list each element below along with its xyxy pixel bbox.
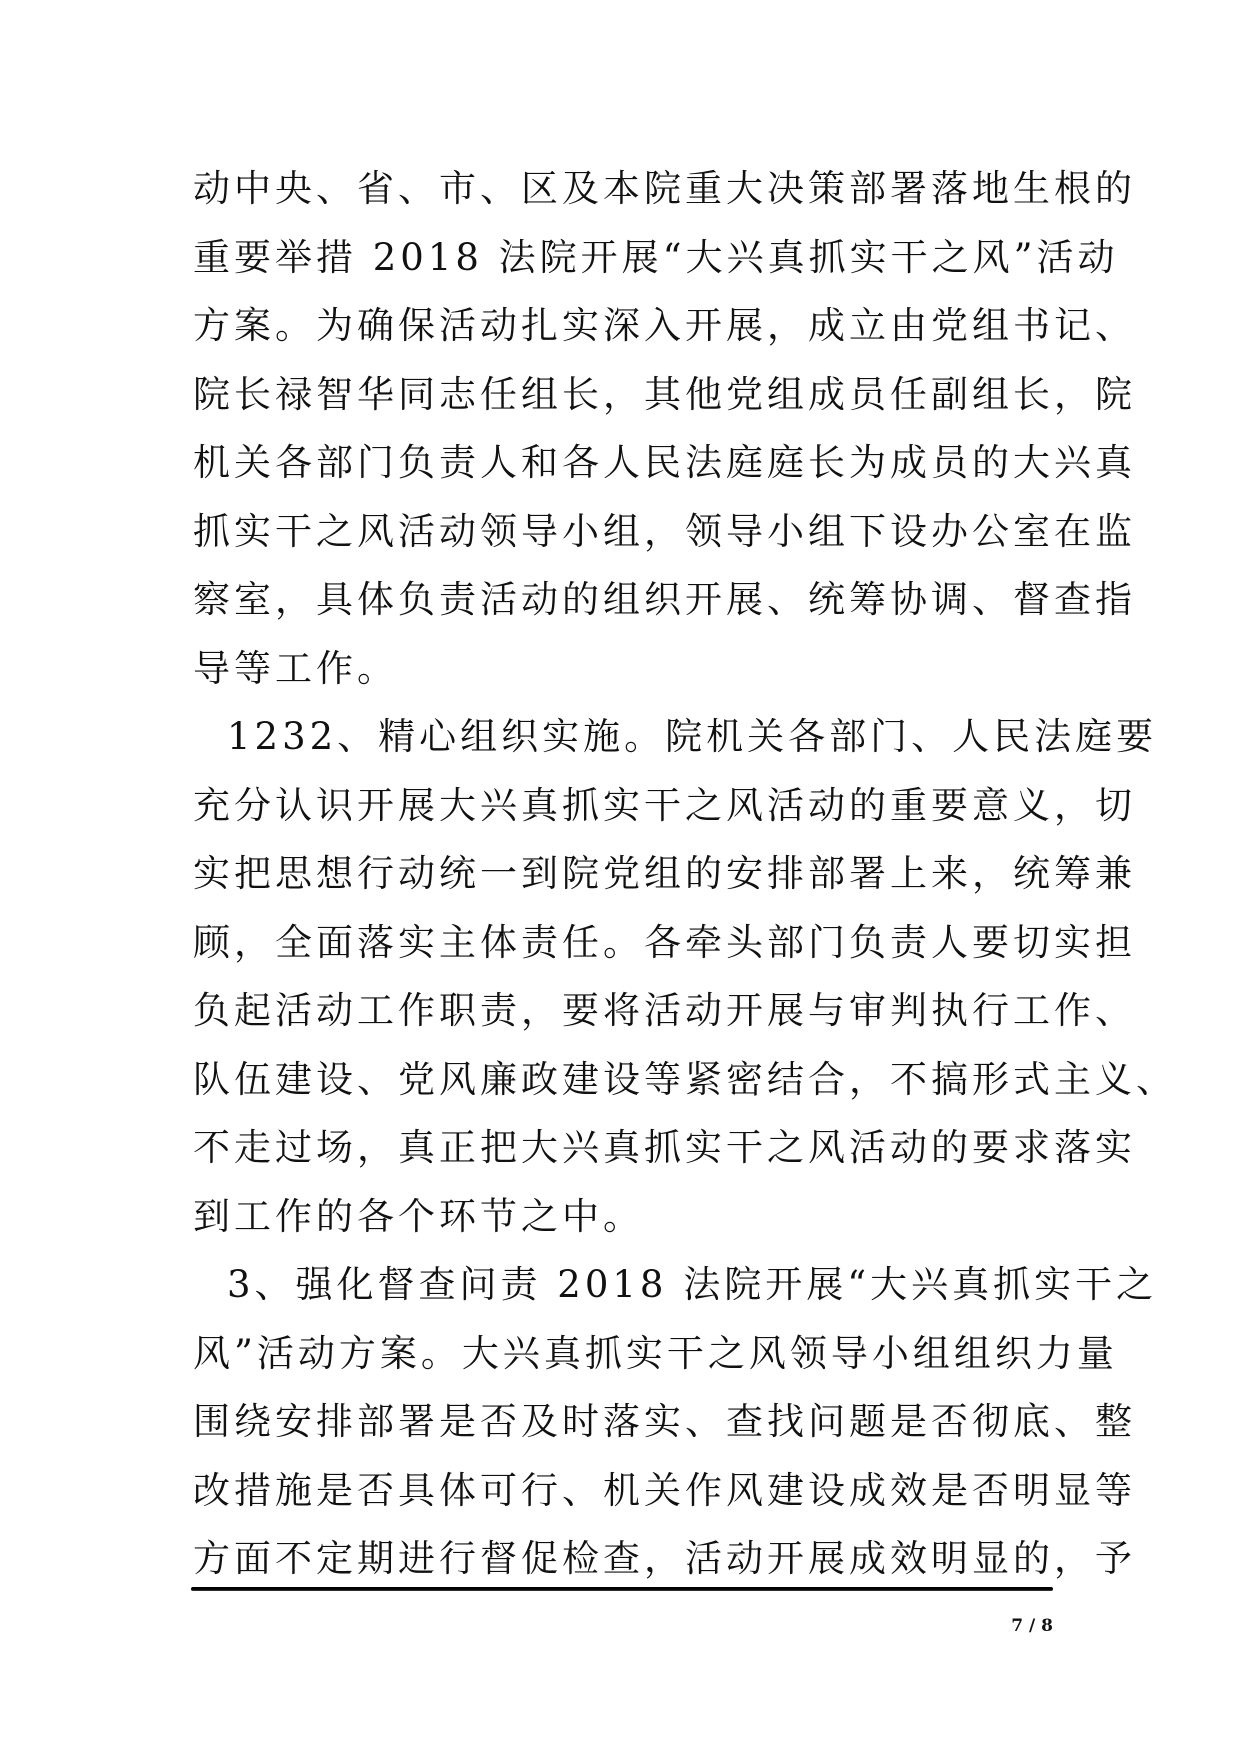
text-line: 机关各部门负责人和各人民法庭庭长为成员的大兴真 [193,441,1136,484]
document-body [193,155,1177,1594]
paragraph-2 [193,703,1177,1251]
text-line: 队伍建设、党风廉政建设等紧密结合，不搞形式主义、 [193,1057,1177,1101]
text-line: 顾，全面落实主体责任。各牵头部门负责人要切实担 [193,920,1136,964]
paragraph-3 [193,1251,1158,1594]
text-line: 院长禄智华同志任组长，其他党组成员任副组长，院 [193,372,1136,416]
text-line: 充分认识开展大兴真抓实干之风活动的重要意义，切 [193,783,1136,827]
text-line: 风”活动方案。大兴真抓实干之风领导小组组织力量 [193,1331,1118,1375]
page-number: 7 / 8 [1011,1616,1053,1636]
text-line: 围绕安排部署是否及时落实、查找问题是否彻底、整 [193,1400,1136,1443]
paragraph-1 [193,155,1136,703]
text-line: 到工作的各个环节之中。 [193,1194,644,1238]
text-line: 实把思想行动统一到院党组的安排部署上来，统筹兼 [193,852,1136,895]
text-line: 3、强化督查问责 2018 法院开展“大兴真抓实干之 [227,1263,1158,1306]
text-line: 方面不定期进行督促检查，活动开展成效明显的，予 [193,1537,1136,1580]
text-line: 1232、精心组织实施。院机关各部门、人民法庭要 [227,715,1158,758]
text-line: 重要举措 2018 法院开展“大兴真抓实干之风”活动 [193,235,1119,279]
text-line: 抓实干之风活动领导小组，领导小组下设办公室在监 [193,509,1136,553]
text-line: 察室，具体负责活动的组织开展、统筹协调、督查指 [193,578,1136,621]
text-line: 改措施是否具体可行、机关作风建设成效是否明显等 [193,1468,1136,1512]
text-line: 导等工作。 [193,646,398,690]
text-line: 方案。为确保活动扎实深入开展，成立由党组书记、 [193,304,1136,347]
text-line: 不走过场，真正把大兴真抓实干之风活动的要求落实 [193,1126,1136,1169]
text-line: 负起活动工作职责，要将活动开展与审判执行工作、 [193,989,1136,1032]
text-line: 动中央、省、市、区及本院重大决策部署落地生根的 [193,167,1136,210]
footer-rule [191,1587,1053,1591]
